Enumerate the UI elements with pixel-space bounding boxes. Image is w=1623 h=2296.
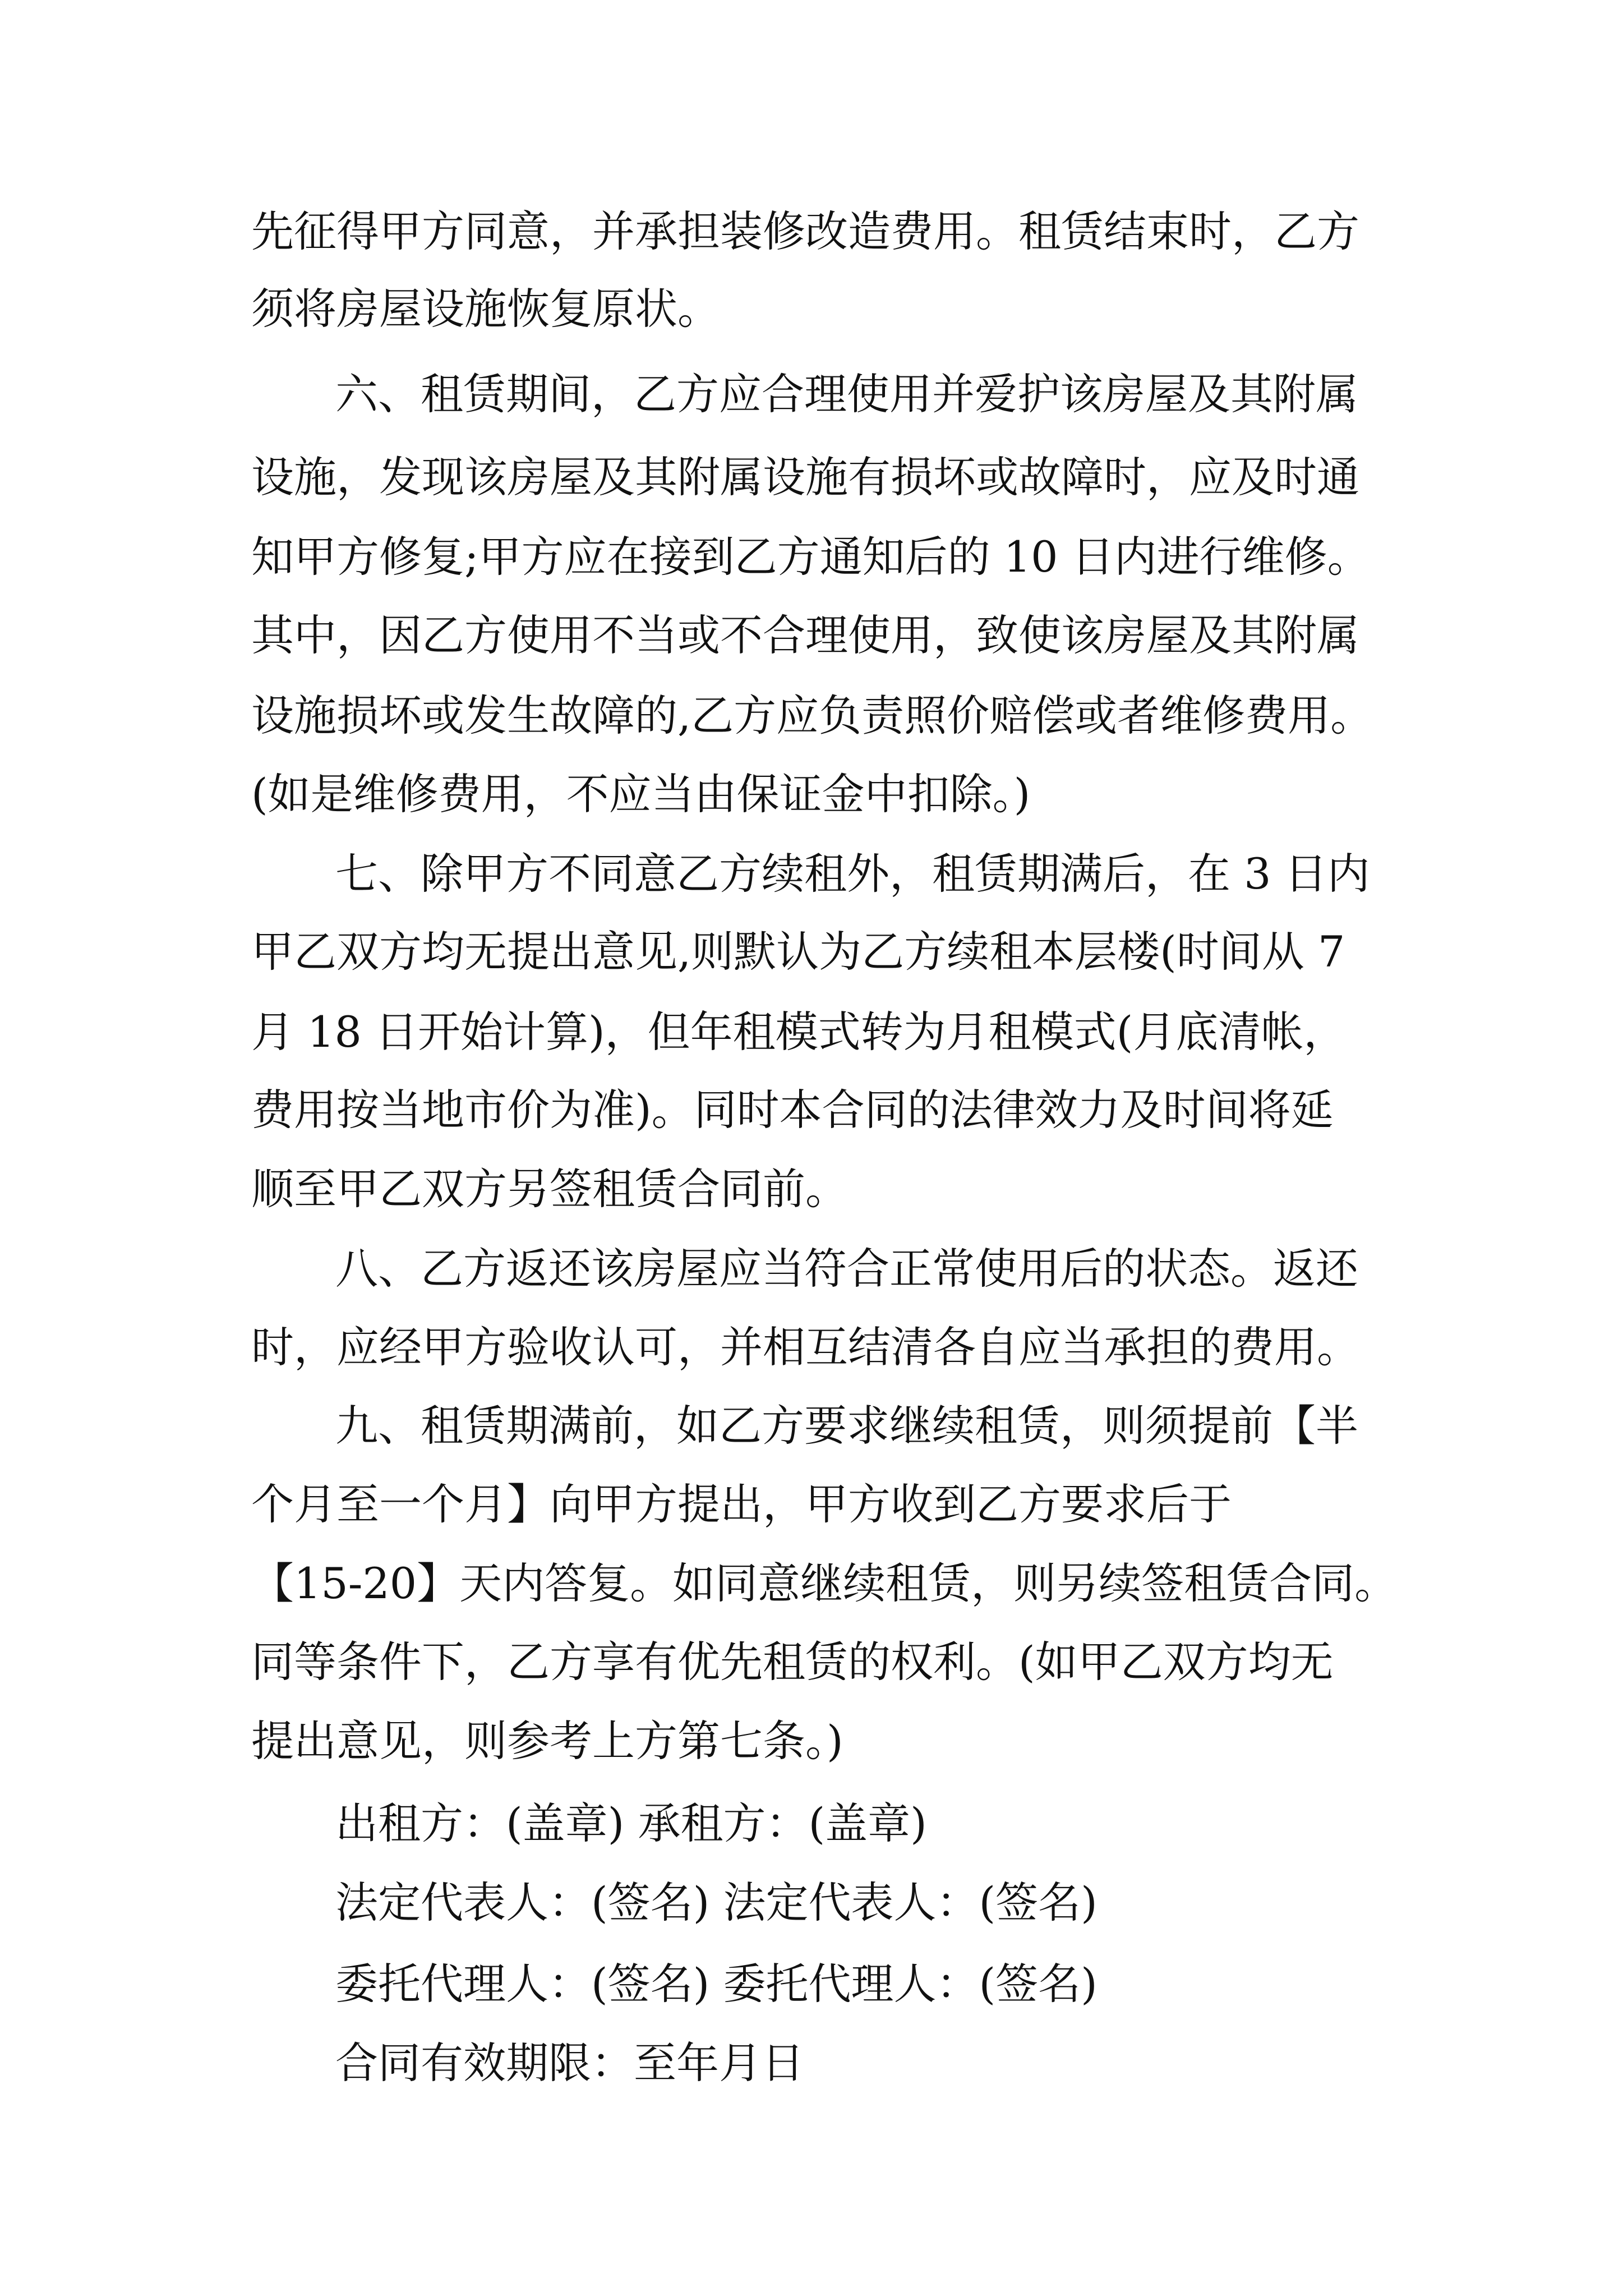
text-line: 甲乙双方均无提出意见,则默认为乙方续租本层楼(时间从 7 (251, 927, 1345, 977)
text-line: 个月至一个月】向甲方提出，甲方收到乙方要求后于 (251, 1479, 1232, 1529)
text-line: 九、租赁期满前，如乙方要求继续租赁，则须提前【半 (335, 1401, 1358, 1451)
text-line: (如是维修费用，不应当由保证金中扣除。) (251, 769, 1031, 819)
contract-validity-line: 合同有效期限：至年月日 (335, 2038, 804, 2088)
text-line: 时，应经甲方验收认可，并相互结清各自应当承担的费用。 (251, 1322, 1359, 1372)
signature-line-legal-rep: 法定代表人：(签名) 法定代表人：(签名) (335, 1878, 1098, 1927)
text-line: 【15-20】天内答复。如同意继续租赁，则另续签租赁合同。 (251, 1558, 1398, 1608)
text-line: 须将房屋设施恢复原状。 (251, 284, 720, 334)
text-line: 同等条件下，乙方享有优先租赁的权利。(如甲乙双方均无 (251, 1637, 1334, 1687)
text-line: 八、乙方返还该房屋应当符合正常使用后的状态。返还 (335, 1244, 1358, 1294)
text-line: 六、租赁期间，乙方应合理使用并爱护该房屋及其附属 (335, 369, 1358, 419)
text-line: 设施，发现该房屋及其附属设施有损坏或故障时，应及时通 (251, 452, 1359, 502)
text-line: 知甲方修复;甲方应在接到乙方通知后的 10 日内进行维修。 (251, 532, 1370, 582)
text-line: 其中，因乙方使用不当或不合理使用，致使该房屋及其附属 (251, 610, 1359, 660)
text-line: 先征得甲方同意，并承担装修改造费用。租赁结束时，乙方 (251, 206, 1359, 256)
text-line: 月 18 日开始计算)，但年租模式转为月租模式(月底清帐， (251, 1007, 1347, 1057)
text-line: 提出意见，则参考上方第七条。) (251, 1716, 843, 1766)
text-line: 顺至甲乙双方另签租赁合同前。 (251, 1164, 848, 1214)
signature-line-agent: 委托代理人：(签名) 委托代理人：(签名) (335, 1959, 1098, 2009)
text-line: 设施损坏或发生故障的,乙方应负责照价赔偿或者维修费用。 (251, 691, 1373, 740)
text-line: 费用按当地市价为准)。同时本合同的法律效力及时间将延 (251, 1085, 1334, 1135)
text-line: 七、除甲方不同意乙方续租外，租赁期满后，在 3 日内 (335, 849, 1370, 899)
signature-line-seal: 出租方：(盖章) 承租方：(盖章) (335, 1798, 927, 1848)
